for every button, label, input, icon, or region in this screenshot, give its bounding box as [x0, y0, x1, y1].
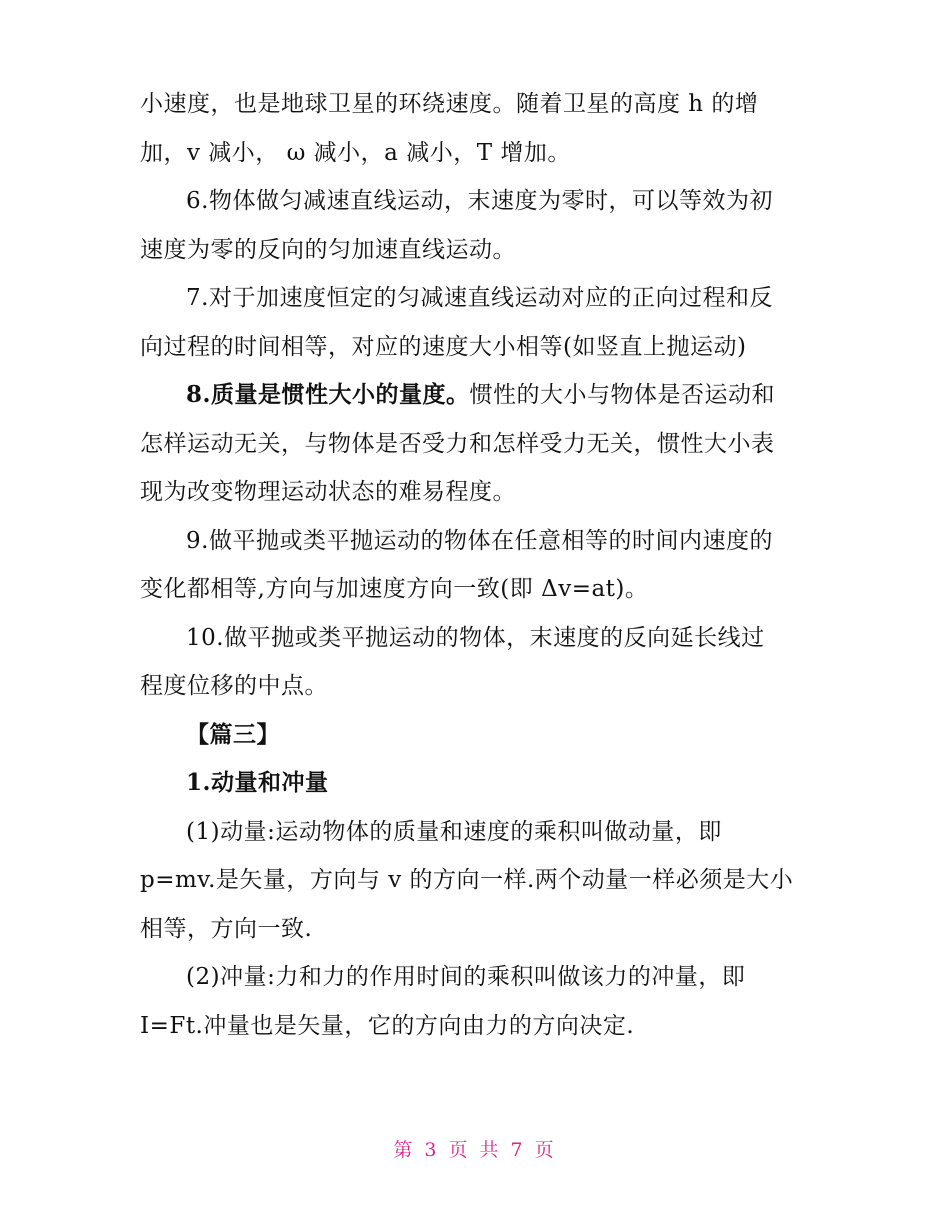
page-number-footer: 第 3 页 共 7 页	[393, 1139, 557, 1161]
text-line: 9.做平抛或类平抛运动的物体在任意相等的时间内速度的	[186, 527, 773, 554]
text-line: 7.对于加速度恒定的匀减速直线运动对应的正向过程和反	[186, 285, 773, 311]
text-line: 6.物体做匀减速直线运动，末速度为零时，可以等效为初	[186, 188, 773, 214]
text-line: (1)动量:运动物体的质量和速度的乘积叫做动量，即	[186, 818, 722, 845]
text-line: I=Ft.冲量也是矢量，它的方向由力的方向决定.	[140, 1012, 635, 1039]
bold-lead-sentence: 8.质量是惯性大小的量度。	[186, 381, 470, 408]
text-line: 相等，方向一致.	[140, 915, 313, 942]
text-line: 程度位移的中点。	[140, 673, 328, 699]
text-fragment: 惯性的大小与物体是否运动和	[469, 382, 776, 408]
text-line: 怎样运动无关，与物体是否受力和怎样受力无关，惯性大小表	[140, 430, 775, 457]
text-line: 速度为零的反向的匀加速直线运动。	[140, 236, 516, 263]
text-line: 向过程的时间相等，对应的速度大小相等(如竖直上抛运动)	[140, 333, 747, 360]
document-page	[140, 80, 810, 1050]
text-line	[140, 371, 810, 420]
text-line: (2)冲量:力和力的作用时间的乘积叫做该力的冲量，即	[186, 964, 746, 990]
text-line: 现为改变物理运动状态的难易程度。	[140, 479, 516, 505]
text-line: 小速度，也是地球卫星的环绕速度。随着卫星的高度 h 的增	[140, 91, 759, 117]
section-heading: 【篇三】	[186, 720, 280, 748]
text-line: 变化都相等,方向与加速度方向一致(即 Δv=at)。	[140, 576, 649, 602]
text-line: 10.做平抛或类平抛运动的物体，末速度的反向延长线过	[186, 624, 765, 651]
subsection-heading: 1.动量和冲量	[186, 769, 329, 796]
text-line: 加，v 减小， ω 减小，a 减小，T 增加。	[140, 139, 571, 166]
text-line: p=mv.是矢量，方向与 v 的方向一样.两个动量一样必须是大小	[140, 867, 794, 893]
